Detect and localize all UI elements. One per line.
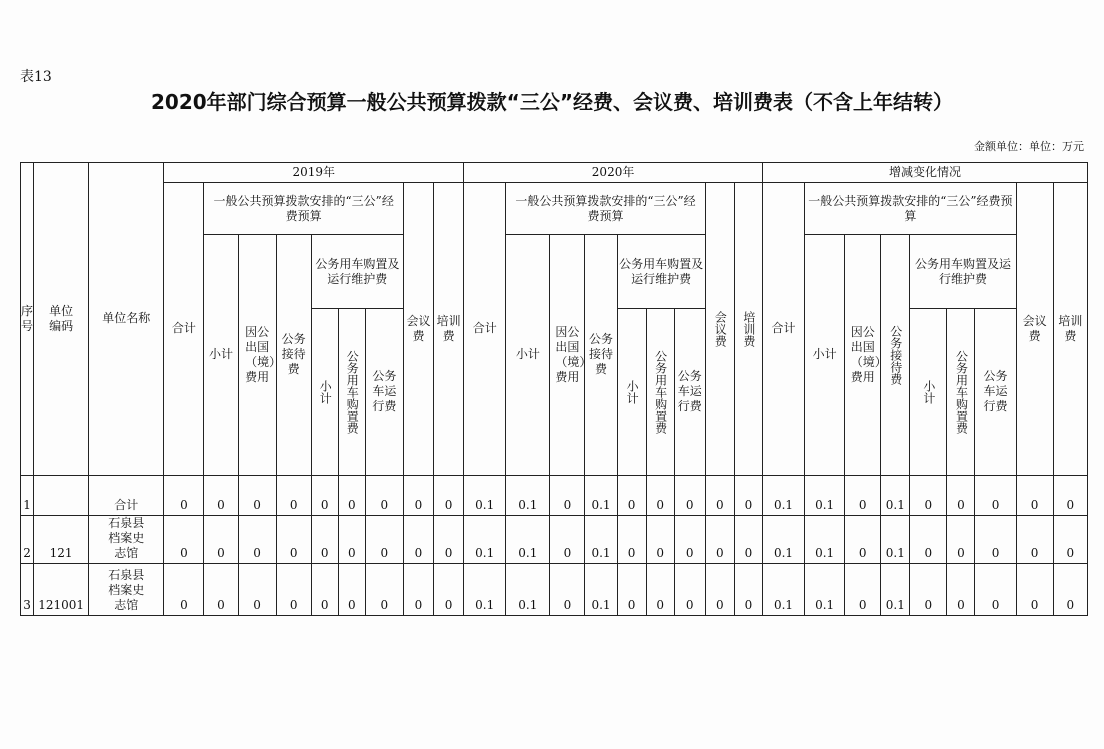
table-number: 表13 <box>20 69 52 85</box>
header-change-car-operation: 公务车运行费 <box>975 309 1016 475</box>
row-value-cell: 0 <box>204 563 238 615</box>
row-value-cell: 0 <box>276 563 311 615</box>
row-value-cell: 0 <box>1016 563 1053 615</box>
row-value-cell: 0 <box>617 563 646 615</box>
row-value-cell: 0 <box>550 475 585 515</box>
header-2020-sangong: 一般公共预算拨款安排的“三公”经费预算 <box>506 183 705 235</box>
row-value-cell: 0.1 <box>881 475 910 515</box>
header-2019-abroad: 因公出国（境）费用 <box>238 235 276 476</box>
row-value-cell: 0 <box>276 515 311 563</box>
row-value-cell: 0.1 <box>464 563 506 615</box>
header-2020-reception: 公务接待费 <box>585 235 617 476</box>
row-value-cell: 0 <box>617 475 646 515</box>
row-seq: 2 <box>21 515 34 563</box>
row-value-cell: 0 <box>734 515 762 563</box>
row-value-cell: 0 <box>365 475 403 515</box>
header-unit-code: 单位编码 <box>34 163 89 476</box>
header-2020: 2020年 <box>464 163 763 183</box>
row-value-cell: 0 <box>617 515 646 563</box>
row-value-cell: 0 <box>434 563 464 615</box>
header-2019-training: 培训费 <box>434 183 464 476</box>
row-value-cell: 0 <box>947 563 975 615</box>
header-2019-sangong: 一般公共预算拨款安排的“三公”经费预算 <box>204 183 403 235</box>
row-value-cell: 0 <box>550 515 585 563</box>
row-value-cell: 0 <box>674 475 705 515</box>
header-2019-car-operation: 公务车运行费 <box>365 309 403 475</box>
row-value-cell: 0.1 <box>805 563 845 615</box>
header-unit-name: 单位名称 <box>89 163 164 476</box>
header-change-car: 公务用车购置及运行维护费 <box>910 235 1016 309</box>
row-value-cell: 0 <box>434 515 464 563</box>
row-value-cell: 0.1 <box>506 475 550 515</box>
row-unit-name-text: 石泉县档案史志馆 <box>108 568 145 612</box>
table-row <box>21 515 1088 563</box>
row-seq: 1 <box>21 475 34 515</box>
header-change: 增减变化情况 <box>762 163 1087 183</box>
header-2020-meeting: 会议费 <box>705 183 734 476</box>
row-value-cell: 0 <box>238 475 276 515</box>
row-value-cell: 0 <box>550 563 585 615</box>
header-change-total: 合计 <box>762 183 804 476</box>
row-value-cell: 0 <box>1016 475 1053 515</box>
header-change-meeting: 会议费 <box>1016 183 1053 476</box>
header-2019-reception: 公务接待费 <box>276 235 311 476</box>
row-value-cell: 0 <box>403 515 433 563</box>
row-value-cell: 0 <box>204 515 238 563</box>
row-value-cell: 0.1 <box>585 563 617 615</box>
row-value-cell: 0 <box>365 563 403 615</box>
header-2020-car-operation: 公务车运行费 <box>674 309 705 475</box>
row-value-cell: 0 <box>705 563 734 615</box>
header-change-car-purchase: 公务用车购置费 <box>947 309 975 475</box>
row-value-cell: 0 <box>311 563 338 615</box>
row-value-cell: 0 <box>646 563 674 615</box>
row-value-cell: 0 <box>947 515 975 563</box>
row-unit-name-text: 合计 <box>114 497 139 512</box>
header-change-training: 培训费 <box>1053 183 1087 476</box>
row-unit-code <box>34 475 89 515</box>
row-value-cell: 0 <box>403 563 433 615</box>
row-value-cell: 0.1 <box>762 515 804 563</box>
row-value-cell: 0 <box>975 563 1016 615</box>
header-2019-subtotal: 小计 <box>204 235 238 476</box>
row-value-cell: 0 <box>975 515 1016 563</box>
table-row <box>21 475 1088 515</box>
row-value-cell: 0 <box>276 475 311 515</box>
header-2020-car: 公务用车购置及运行维护费 <box>617 235 705 309</box>
row-value-cell: 0 <box>403 475 433 515</box>
header-2019-meeting: 会议费 <box>403 183 433 476</box>
row-value-cell: 0 <box>338 475 365 515</box>
row-value-cell: 0 <box>238 515 276 563</box>
header-2019-car-subtotal: 小计 <box>311 309 338 475</box>
row-value-cell: 0.1 <box>464 515 506 563</box>
row-unit-name <box>89 475 164 515</box>
row-value-cell: 0.1 <box>805 515 845 563</box>
header-change-reception: 公务接待费 <box>881 235 910 476</box>
row-seq: 3 <box>21 563 34 615</box>
row-value-cell: 0 <box>311 515 338 563</box>
row-value-cell: 0.1 <box>506 515 550 563</box>
row-value-cell: 0 <box>646 515 674 563</box>
header-2020-subtotal: 小计 <box>506 235 550 476</box>
row-unit-code: 121001 <box>34 563 89 615</box>
table-row <box>21 563 1088 615</box>
row-value-cell: 0 <box>845 563 881 615</box>
row-value-cell: 0 <box>311 475 338 515</box>
page-title: 2020年部门综合预算一般公共预算拨款“三公”经费、会议费、培训费表（不含上年结转） <box>151 90 953 114</box>
row-value-cell: 0 <box>910 475 947 515</box>
row-value-cell: 0 <box>164 515 204 563</box>
row-value-cell: 0.1 <box>762 475 804 515</box>
row-value-cell: 0 <box>338 515 365 563</box>
amount-unit: 金额单位：单位：万元 <box>974 140 1084 153</box>
row-value-cell: 0.1 <box>464 475 506 515</box>
row-unit-name <box>89 563 164 615</box>
header-change-abroad: 因公出国（境）费用 <box>845 235 881 476</box>
header-2019: 2019年 <box>164 163 464 183</box>
header-2019-total: 合计 <box>164 183 204 476</box>
row-value-cell: 0.1 <box>506 563 550 615</box>
row-value-cell: 0.1 <box>881 563 910 615</box>
row-value-cell: 0 <box>434 475 464 515</box>
row-value-cell: 0 <box>204 475 238 515</box>
header-change-subtotal: 小计 <box>805 235 845 476</box>
header-2019-car-purchase: 公务用车购置费 <box>338 309 365 475</box>
header-change-sangong: 一般公共预算拨款安排的“三公”经费预算 <box>805 183 1017 235</box>
row-value-cell: 0 <box>365 515 403 563</box>
row-value-cell: 0 <box>845 475 881 515</box>
header-change-car-subtotal: 小计 <box>910 309 947 475</box>
row-value-cell: 0 <box>734 475 762 515</box>
row-value-cell: 0 <box>164 563 204 615</box>
row-value-cell: 0.1 <box>585 515 617 563</box>
budget-table <box>20 162 1088 616</box>
header-2020-car-subtotal: 小计 <box>617 309 646 475</box>
row-unit-code: 121 <box>34 515 89 563</box>
row-value-cell: 0.1 <box>585 475 617 515</box>
row-value-cell: 0.1 <box>762 563 804 615</box>
row-value-cell: 0 <box>164 475 204 515</box>
row-value-cell: 0 <box>1016 515 1053 563</box>
row-value-cell: 0 <box>1053 475 1087 515</box>
header-2020-abroad: 因公出国（境）费用 <box>550 235 585 476</box>
row-value-cell: 0 <box>845 515 881 563</box>
row-value-cell: 0 <box>910 563 947 615</box>
row-value-cell: 0.1 <box>881 515 910 563</box>
header-2020-training: 培训费 <box>734 183 762 476</box>
row-value-cell: 0 <box>705 515 734 563</box>
row-value-cell: 0 <box>338 563 365 615</box>
header-2020-total: 合计 <box>464 183 506 476</box>
row-value-cell: 0 <box>975 475 1016 515</box>
row-value-cell: 0 <box>910 515 947 563</box>
header-2019-car: 公务用车购置及运行维护费 <box>311 235 403 309</box>
row-unit-name-text: 石泉县档案史志馆 <box>108 515 145 560</box>
row-value-cell: 0 <box>674 563 705 615</box>
row-value-cell: 0 <box>238 563 276 615</box>
row-value-cell: 0 <box>646 475 674 515</box>
row-unit-name <box>89 515 164 563</box>
row-value-cell: 0 <box>674 515 705 563</box>
header-2020-car-purchase: 公务用车购置费 <box>646 309 674 475</box>
row-value-cell: 0 <box>705 475 734 515</box>
row-value-cell: 0 <box>1053 515 1087 563</box>
header-seq: 序号 <box>21 163 34 476</box>
row-value-cell: 0 <box>947 475 975 515</box>
row-value-cell: 0 <box>1053 563 1087 615</box>
row-value-cell: 0.1 <box>805 475 845 515</box>
row-value-cell: 0 <box>734 563 762 615</box>
